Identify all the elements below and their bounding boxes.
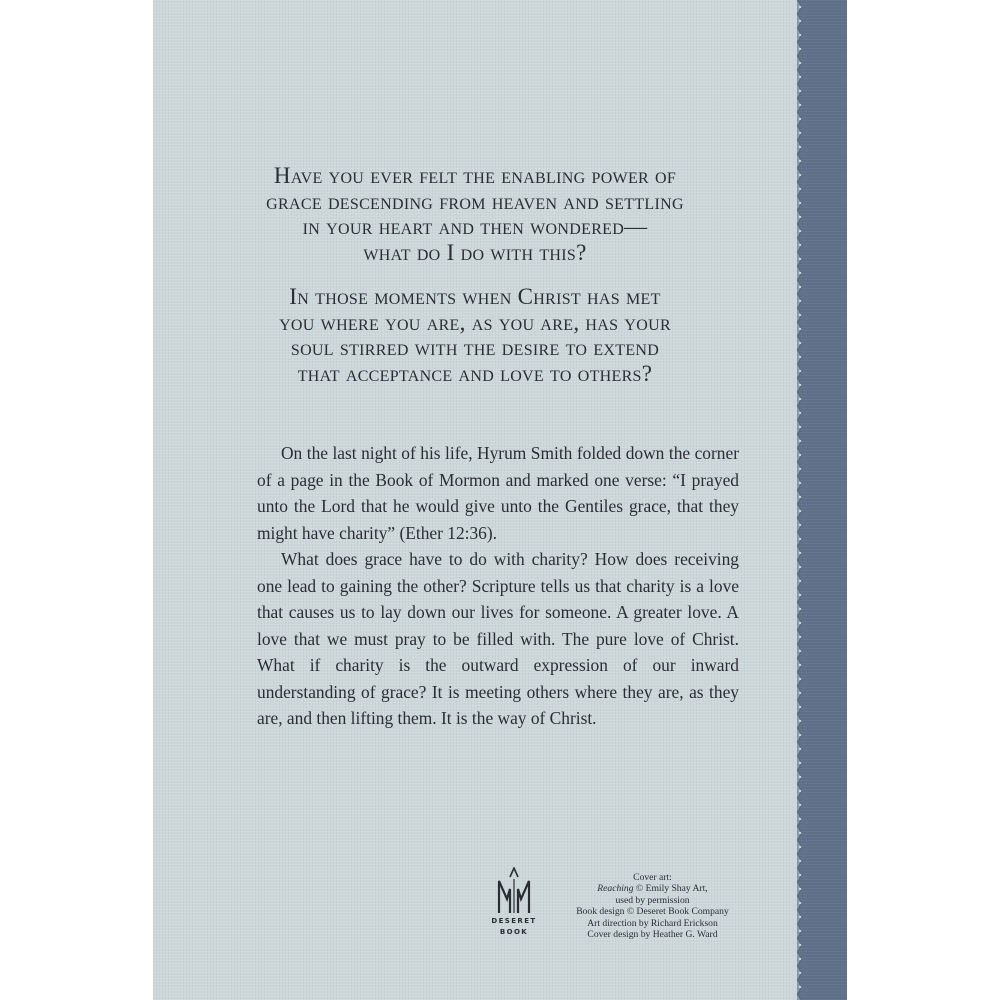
description-paragraph-2: What does grace have to do with charity? How does receiving one lead to gaining the other? Scripture tells us that charity is a love that causes us to lay down our lives for someone. A greater love. A love that we must pray to be filled with. The pure love of Christ. What if charity is the outward expression of our inward understanding of grace? It is meeting others where they are, as they are, and then lifting them. It is the way of Christ. <box>257 549 739 728</box>
publisher-name-line-2: BOOK <box>499 928 529 936</box>
artwork-title: Reaching <box>597 883 634 895</box>
book-design-line: Book design © Deseret Book Company <box>576 906 729 918</box>
tagline-line: soul stirred with the desire to extend <box>290 335 660 360</box>
cover-art-label: Cover art: <box>633 872 672 883</box>
publisher-logo <box>487 867 541 937</box>
tagline-line: what do I do with this? <box>363 239 587 265</box>
tagline-question-2 <box>200 284 750 386</box>
tagline-line: grace descending from heaven and settling <box>266 188 684 214</box>
tagline-line: that acceptance and love to others? <box>297 360 653 386</box>
description-paragraph-1: On the last night of his life, Hyrum Smith folded down the corner of a page in the Book of Mormon and marked one verse: “I prayed unto the Lord that he would give unto the Gentiles grace, that they might have charity” (Ether 12:36). <box>257 443 739 543</box>
book-description <box>257 440 739 732</box>
cover-credits <box>560 872 745 940</box>
art-direction-line: Art direction by Richard Erickson <box>587 917 718 929</box>
tagline-line: Have you ever felt the enabling power of <box>273 163 677 188</box>
artwork-artist: © Emily Shay Art, <box>633 883 708 895</box>
deseret-book-logo-icon <box>496 867 532 915</box>
tagline-question-1 <box>200 163 750 265</box>
lace-border <box>792 0 806 1000</box>
artwork-credit-line <box>560 883 745 894</box>
tagline-line: In those moments when Christ has met <box>289 284 661 309</box>
publisher-name-line-1: DESERET <box>491 917 537 925</box>
cover-design-line: Cover design by Heather G. Ward <box>587 929 718 941</box>
permission-line: used by permission <box>615 894 690 906</box>
tagline-line: you where you are, as you are, has your <box>279 309 671 335</box>
tagline-line: in your heart and then wondered— <box>302 214 648 239</box>
